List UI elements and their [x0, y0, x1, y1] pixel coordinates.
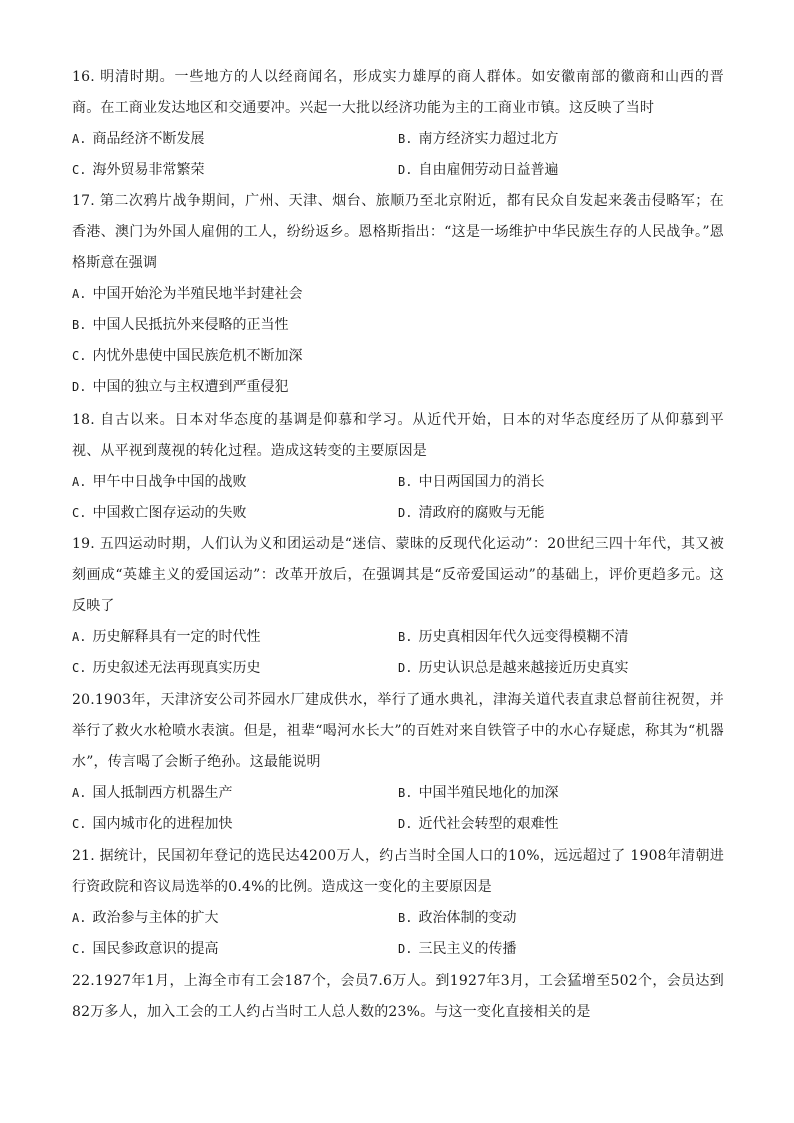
option-c: C. 国民参政意识的提高	[72, 941, 219, 957]
option-a: A. 政治参与主体的扩大	[72, 910, 219, 926]
question-stem: 17. 第二次鸦片战争期间，广州、天津、烟台、旅顺乃至北京附近，都有民众自发起来袭击侵略军；在香港、澳门为外国人雇佣的工人，纷纷返乡。恩格斯指出：“这是一场维护中华民族生存的人民战争。”恩格斯意在强调	[72, 193, 724, 271]
question-stem: 16. 明清时期。一些地方的人以经商闻名，形成实力雄厚的商人群体。如安徽南部的徽商和山西的晋商。在工商业发达地区和交通要冲。兴起一大批以经济功能为主的工商业市镇。这反映了当时	[72, 69, 724, 116]
question-17	[72, 186, 724, 403]
option-d: D. 历史认识总是越来越接近历史真实	[398, 660, 629, 676]
options-row	[72, 653, 724, 684]
options-row	[72, 778, 724, 809]
options-row	[72, 809, 724, 840]
option-d: D. 中国的独立与主权遭到严重侵犯	[72, 379, 289, 395]
option-a: A. 甲午中日战争中国的战败	[72, 474, 247, 490]
options-row	[72, 155, 724, 186]
options-row	[72, 124, 724, 155]
option-d: D. 三民主义的传播	[398, 941, 517, 957]
option-b: B. 政治体制的变动	[398, 910, 517, 926]
option-c: C. 中国救亡图存运动的失败	[72, 505, 247, 521]
question-19	[72, 529, 724, 684]
option-c: C. 国内城市化的进程加快	[72, 816, 233, 832]
option-b: B. 中日两国国力的消长	[398, 474, 545, 490]
option-c: C. 内忧外患使中国民族危机不断加深	[72, 348, 303, 364]
question-stem: 18. 自古以来。日本对华态度的基调是仰慕和学习。从近代开始，日本的对华态度经历了从仰慕到平视、从平视到蔑视的转化过程。造成这转变的主要原因是	[72, 412, 724, 459]
options-row	[72, 622, 724, 653]
option-b: B. 中国半殖民地化的加深	[398, 785, 559, 801]
options-row	[72, 467, 724, 498]
question-stem: 22.1927年1月，上海全市有工会187个，会员7.6万人。到1927年3月，工会猛增至502个，会员达到82万多人，加入工会的工人约占当时工人总人数的23%。与这一变化直接相关的是	[72, 973, 724, 1020]
options-row	[72, 903, 724, 934]
question-stem: 19. 五四运动时期，人们认为义和团运动是“迷信、蒙昧的反现代化运动”：20世纪三四十年代，其又被刻画成“英雄主义的爱国运动”：改革开放后，在强调其是“反帝爱国运动”的基础上，评价更趋多元。这反映了	[72, 536, 724, 614]
option-d: D. 自由雇佣劳动日益普遍	[398, 162, 559, 178]
option-b: B. 历史真相因年代久远变得模糊不清	[398, 629, 629, 645]
option-a: A. 历史解释具有一定的时代性	[72, 629, 261, 645]
option-a: A. 国人抵制西方机器生产	[72, 785, 233, 801]
question-stem: 20.1903年，天津济安公司芥园水厂建成供水，举行了通水典礼，津海关道代表直隶总督前往祝贺，并举行了救火水枪喷水表演。但是，祖辈“喝河水长大”的百姓对来自铁管子中的水心存疑虑，称其为“机器水”，传言喝了会断子绝孙。这最能说明	[72, 692, 724, 770]
options-column	[72, 279, 724, 403]
option-b: B. 南方经济实力超过北方	[398, 131, 559, 147]
option-c: C. 历史叙述无法再现真实历史	[72, 660, 261, 676]
question-22	[72, 966, 724, 1028]
options-row	[72, 498, 724, 529]
option-d: D. 清政府的腐败与无能	[398, 505, 545, 521]
option-b: B. 中国人民抵抗外来侵略的正当性	[72, 317, 289, 333]
option-d: D. 近代社会转型的艰难性	[398, 816, 559, 832]
option-a: A. 商品经济不断发展	[72, 131, 205, 147]
option-a: A. 中国开始沦为半殖民地半封建社会	[72, 286, 303, 302]
options-row	[72, 934, 724, 965]
question-stem: 21. 据统计，民国初年登记的选民达4200万人，约占当时全国人口的10%，远远超过了 1908年清朝进行资政院和咨议局选举的0.4%的比例。造成这一变化的主要原因是	[72, 848, 724, 895]
option-c: C. 海外贸易非常繁荣	[72, 162, 205, 178]
question-20	[72, 685, 724, 840]
question-21	[72, 841, 724, 965]
question-16	[72, 62, 724, 186]
question-18	[72, 405, 724, 529]
